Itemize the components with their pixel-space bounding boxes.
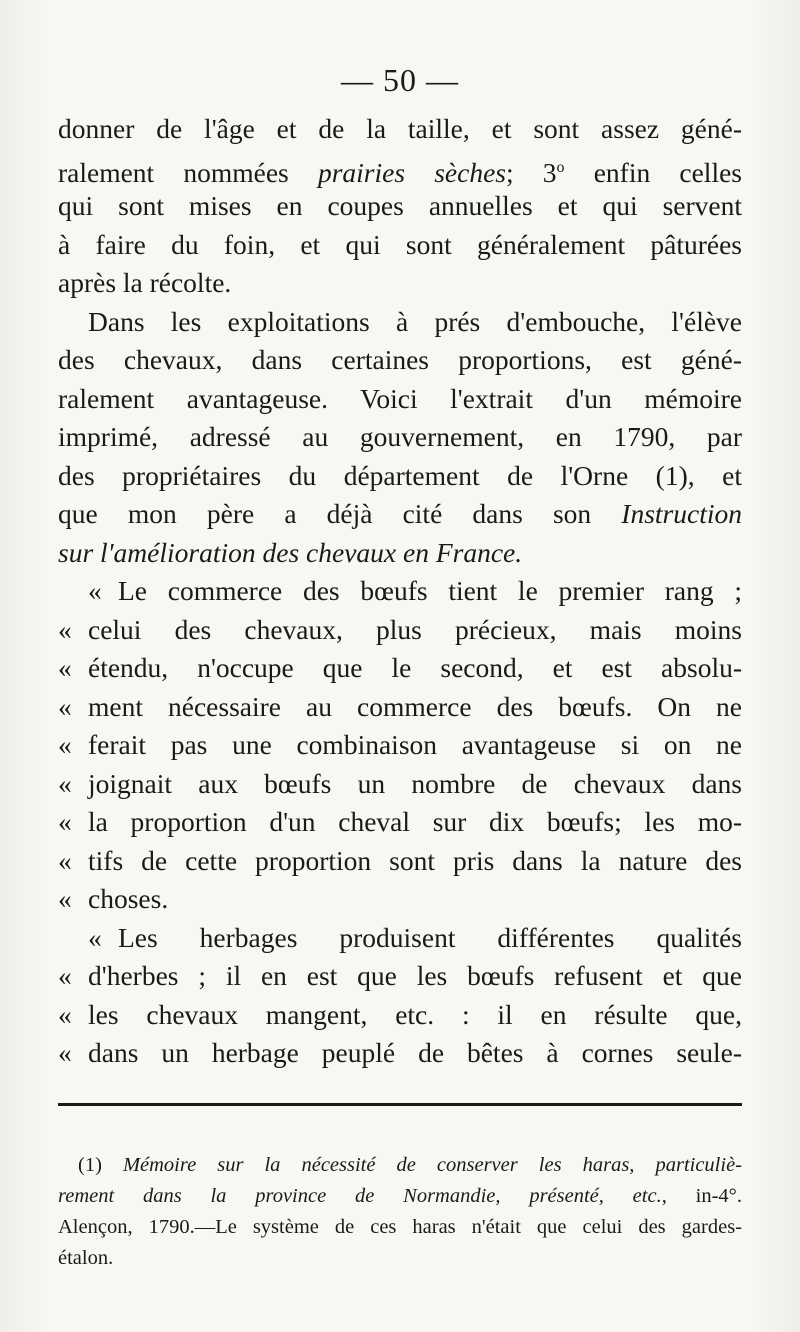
footnote-divider (58, 1103, 742, 1106)
main-text (58, 110, 742, 1073)
quote-text: dans un herbage peuplé de bêtes à cornes seule- (88, 1037, 742, 1068)
quote-text: ferait pas une combinaison avantageuse si on ne (88, 729, 742, 760)
footnote-number: (1) (78, 1154, 102, 1176)
text-line: à faire du foin, et qui sont généralement pâturées (58, 228, 742, 260)
quote-line (58, 572, 742, 611)
text-line: des propriétaires du département de l'Orne (1), et (58, 459, 742, 491)
quote-text: Les herbages produisent différentes qualités (118, 921, 742, 953)
text-line (58, 149, 742, 188)
quote-text: étendu, n'occupe que le second, et est absolu- (88, 652, 742, 683)
quote-line (58, 1034, 742, 1073)
quote-mark: « (58, 960, 72, 991)
text-line: donner de l'âge et de la taille, et sont assez géné- (58, 113, 742, 144)
quote-text: choses. (88, 883, 169, 914)
quote-line (58, 996, 742, 1035)
quote-mark: « (58, 1037, 72, 1068)
footnote (58, 1150, 742, 1274)
quote-mark: « (58, 998, 72, 1030)
text-fragment: ralement nommées (58, 156, 289, 188)
quote-mark: « (58, 806, 72, 837)
quote-text: d'herbes ; il en est que les bœufs refusent et que (88, 960, 742, 991)
quote-line (58, 957, 742, 996)
quote-line (58, 688, 742, 727)
footnote-italic: Mémoire sur la nécessité de conserver les haras, particuliè- (122, 1154, 743, 1176)
quote-text: la proportion d'un cheval sur dix bœufs; les mo- (88, 806, 742, 837)
quote-line (58, 611, 742, 650)
text-line (58, 495, 742, 534)
quote-mark: « (88, 575, 102, 606)
quote-mark: « (58, 652, 72, 683)
quote-line (58, 649, 742, 688)
footnote-line: étalon. (58, 1247, 114, 1269)
quote-text: ment nécessaire au commerce des bœufs. On ne (88, 690, 742, 722)
quote-mark: « (58, 690, 72, 722)
quote-line (58, 842, 742, 881)
footnote-italic: rement dans la province de Normandie, présenté, etc. (58, 1185, 662, 1207)
quote-line (58, 880, 742, 919)
footnote-line (58, 1150, 742, 1181)
quote-text: tifs de cette proportion sont pris dans la nature des (88, 844, 742, 876)
quote-mark: « (58, 883, 72, 914)
quote-mark: « (58, 767, 72, 799)
quote-line (58, 726, 742, 765)
italic-title: sur l'amélioration des chevaux en France. (58, 536, 523, 568)
text-line: qui sont mises en coupes annuelles et qui servent (58, 190, 742, 221)
quote-line (58, 765, 742, 804)
quote-mark: « (58, 613, 72, 645)
text-line: imprimé, adressé au gouvernement, en 1790, par (58, 421, 742, 452)
quote-text: celui des chevaux, plus précieux, mais moins (88, 613, 742, 645)
text-line (58, 534, 742, 573)
footnote-line: Alençon, 1790.—Le système de ces haras n'était que celui des gardes- (58, 1216, 742, 1238)
text-fragment: enfin celles (564, 156, 742, 188)
quote-line (58, 803, 742, 842)
footnote-text: , in-4°. (661, 1185, 742, 1207)
text-line: des chevaux, dans certaines proportions, est géné- (58, 344, 742, 375)
page-number: — 50 — (341, 62, 459, 98)
superscript: o (556, 158, 565, 176)
italic-title: Instruction (621, 498, 742, 529)
quote-mark: « (58, 729, 72, 760)
footnote-line (58, 1181, 742, 1212)
quote-text: les chevaux mangent, etc. : il en résulte que, (88, 998, 742, 1030)
text-line: ralement avantageuse. Voici l'extrait d'un mémoire (58, 382, 742, 414)
quote-text: Le commerce des bœufs tient le premier rang ; (118, 575, 742, 606)
text-line: après la récolte. (58, 267, 232, 298)
quote-mark: « (88, 921, 102, 953)
text-line: Dans les exploitations à prés d'embouche, l'élève (88, 305, 742, 337)
quote-line (58, 919, 742, 958)
quote-text: joignait aux bœufs un nombre de chevaux dans (88, 767, 742, 799)
text-fragment: que mon père a déjà cité dans son (58, 498, 592, 529)
quote-mark: « (58, 844, 72, 876)
italic-term: prairies sèches (317, 156, 506, 188)
text-fragment: ; 3 (505, 156, 557, 188)
